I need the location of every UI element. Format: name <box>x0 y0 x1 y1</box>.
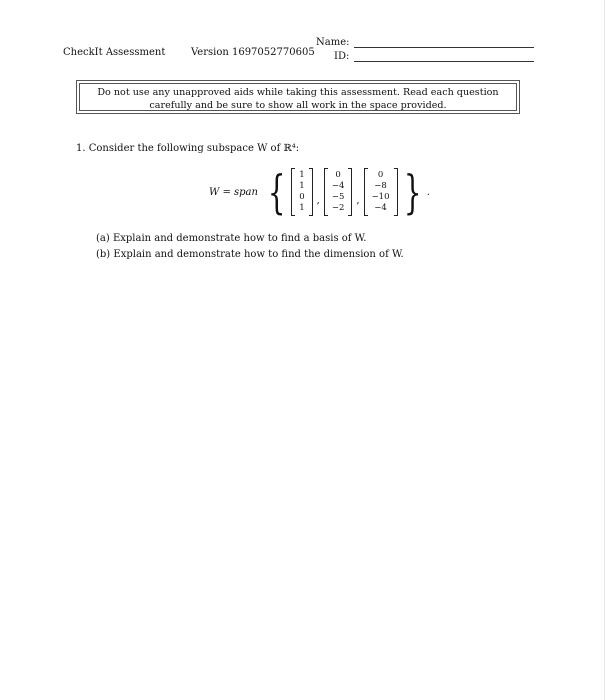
vector-entry: 0 <box>335 170 341 180</box>
left-brace: { <box>267 165 286 219</box>
vector-2 <box>324 168 353 216</box>
part-b <box>96 249 404 260</box>
name-line <box>354 47 534 48</box>
question-text: Consider the following subspace W of ℝ⁴: <box>88 143 300 154</box>
notice-line-2: carefully and be sure to show all work in the space provided. <box>149 100 447 111</box>
notice-line-1: Do not use any unapproved aids while taking this assessment. Read each question <box>97 87 499 98</box>
course-title: CheckIt Assessment <box>63 47 166 58</box>
part-a <box>96 233 366 244</box>
bracket-right <box>394 168 398 216</box>
notice-box <box>76 80 520 114</box>
bracket-right <box>309 168 313 216</box>
comma: , <box>316 195 320 206</box>
bracket-right <box>348 168 352 216</box>
vector-1 <box>291 168 312 216</box>
id-label: ID: <box>334 51 350 62</box>
vector-entry: −5 <box>331 192 345 202</box>
id-line <box>354 61 534 62</box>
page-edge <box>604 0 605 700</box>
vector-entry: 1 <box>299 170 305 180</box>
vector-entry: −4 <box>331 181 345 191</box>
part-b-text: Explain and demonstrate how to find the dimension of W. <box>113 249 404 260</box>
question-1 <box>76 143 299 154</box>
question-number: 1. <box>76 143 86 154</box>
vector-entry: −2 <box>331 203 345 213</box>
vector-entry: −4 <box>374 203 387 213</box>
right-brace: } <box>403 165 421 219</box>
version-label: Version 1697052770605 <box>191 47 315 58</box>
part-a-label: (a) <box>96 233 110 244</box>
vector-entry: 1 <box>299 203 305 213</box>
part-b-label: (b) <box>96 249 111 260</box>
comma: , <box>356 195 360 206</box>
vector-entry: 1 <box>299 181 305 191</box>
vector-entry: 0 <box>299 192 305 202</box>
vector-3 <box>364 168 398 216</box>
notice-inner <box>79 83 517 111</box>
name-label: Name: <box>316 37 350 48</box>
period: . <box>426 186 430 198</box>
vector-entry: −8 <box>374 181 387 191</box>
vector-entry: 0 <box>377 170 384 180</box>
vector-entry: −10 <box>371 192 390 202</box>
span-lhs: W = span <box>209 186 258 198</box>
span-expression <box>209 164 430 220</box>
part-a-text: Explain and demonstrate how to find a basis of W. <box>112 233 367 244</box>
